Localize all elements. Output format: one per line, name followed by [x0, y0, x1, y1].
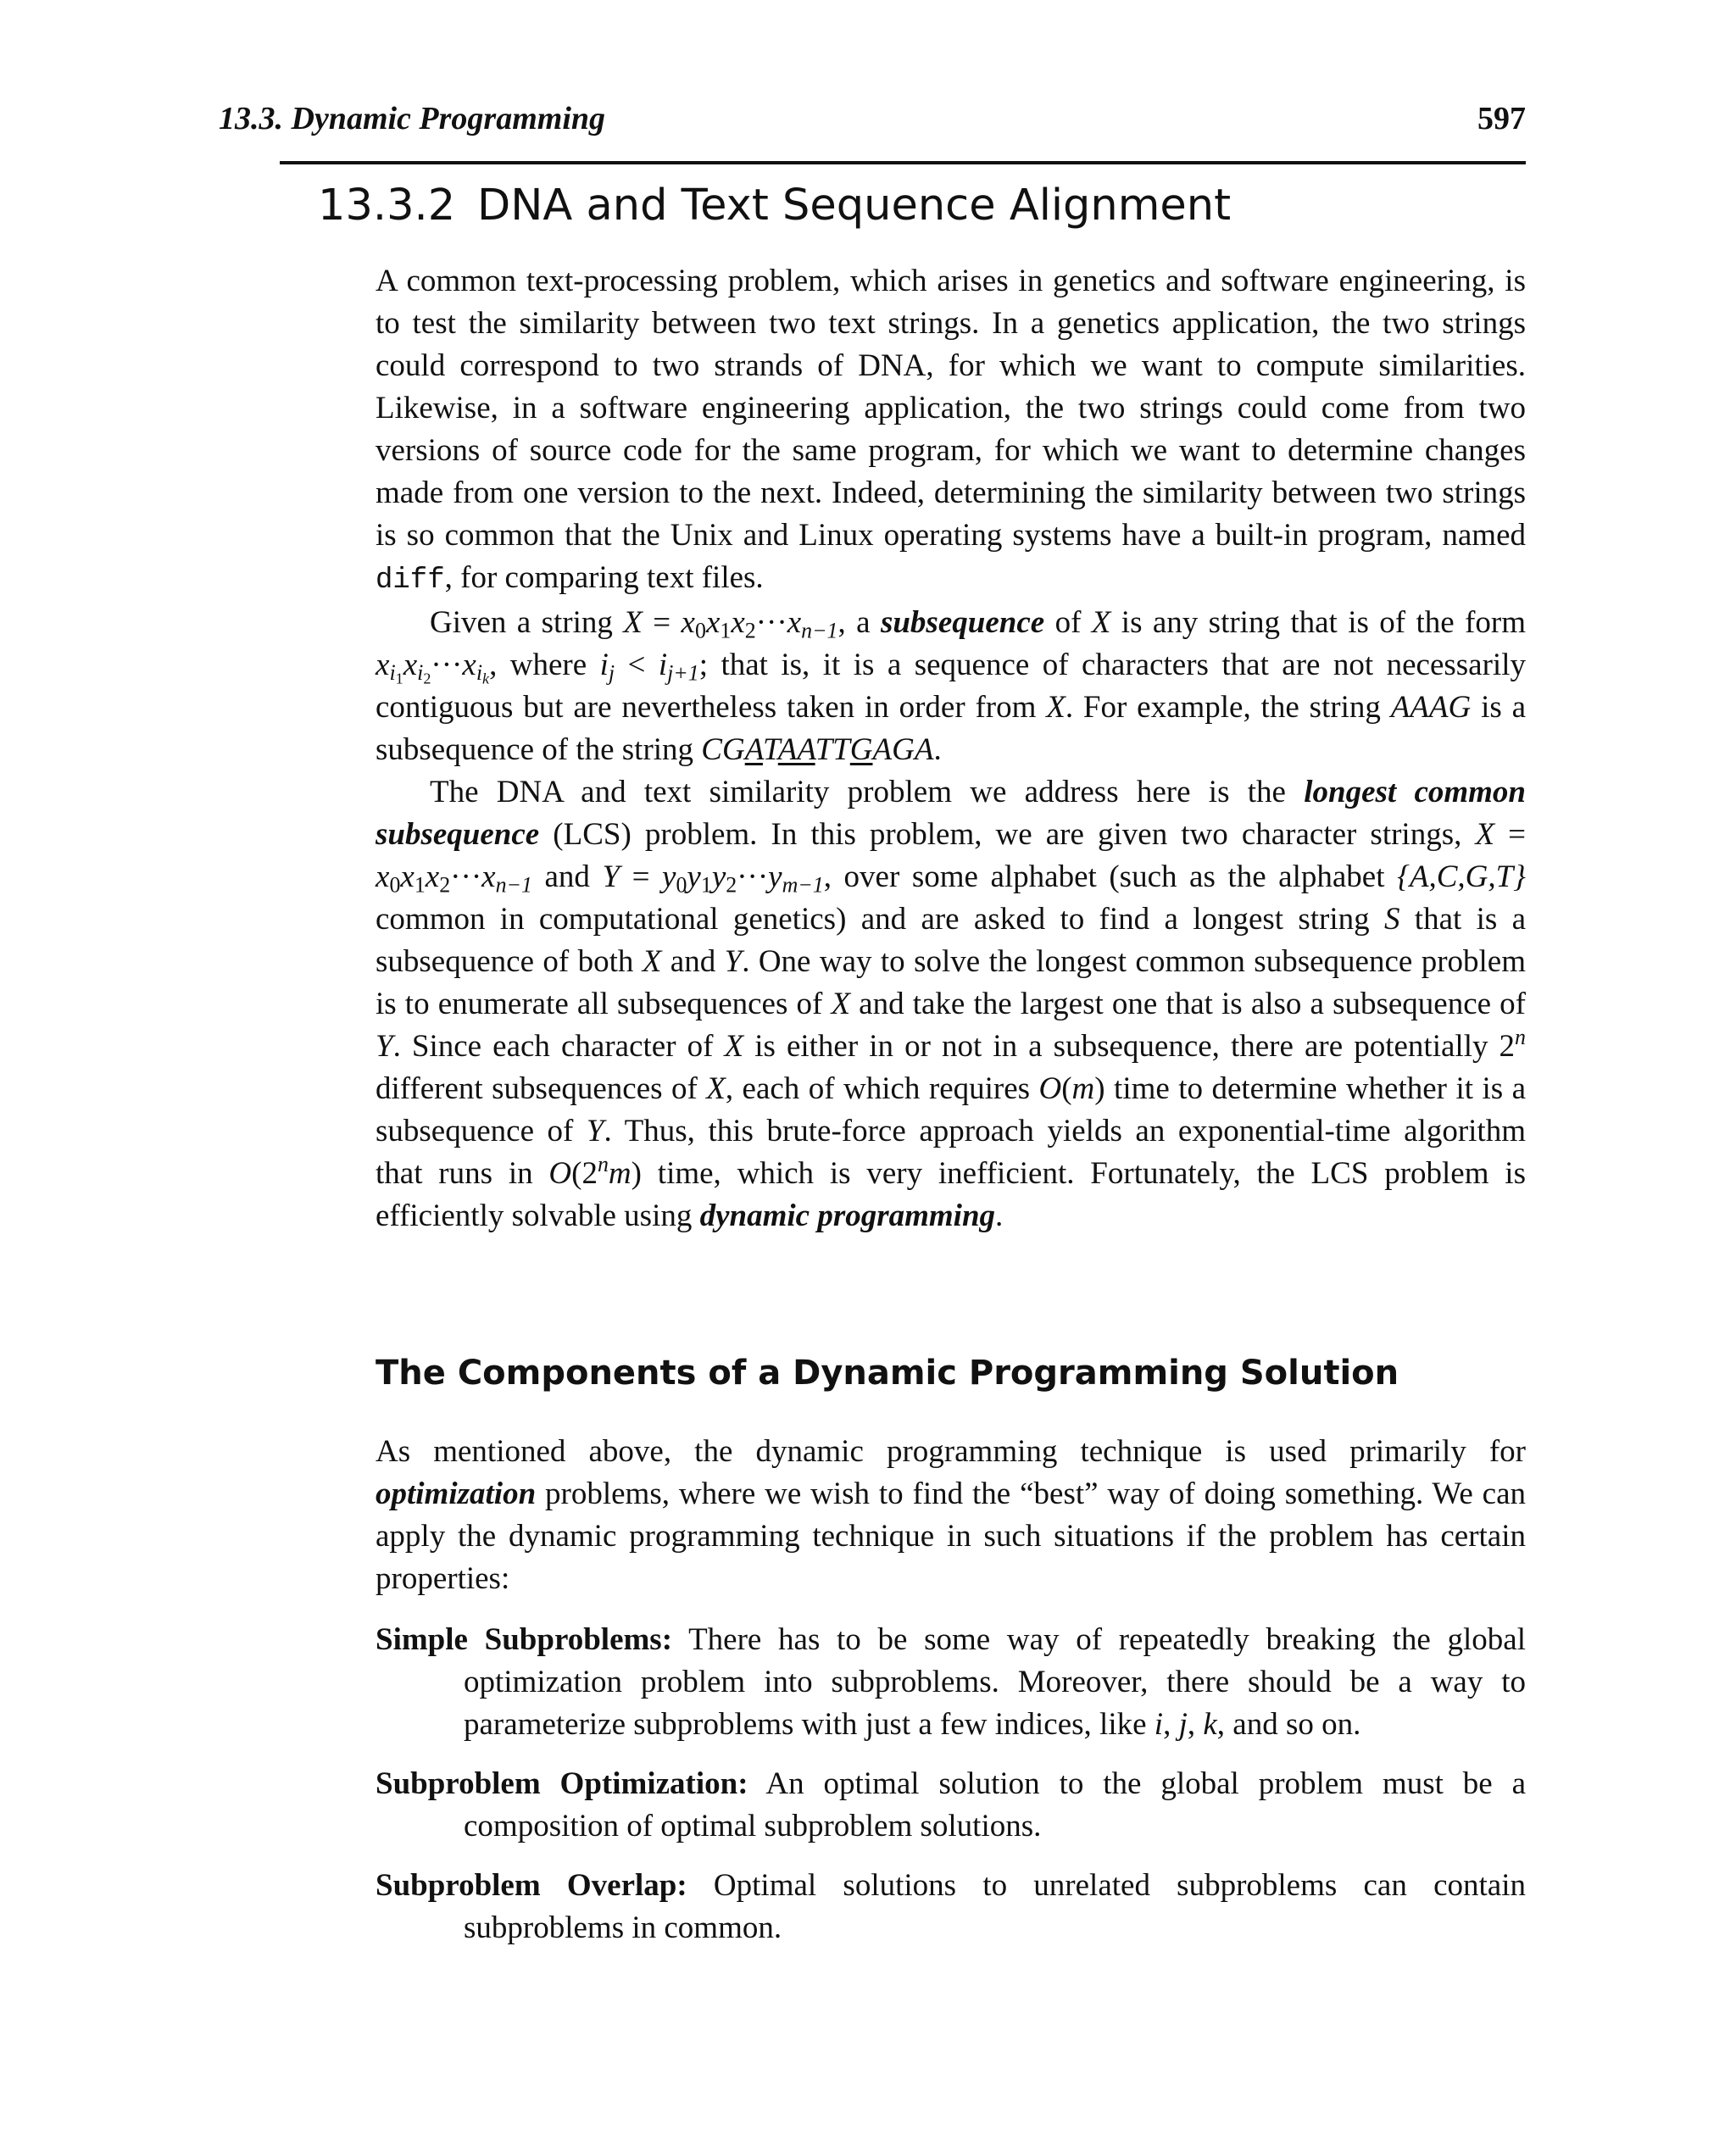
- term-optimization: optimization: [376, 1476, 537, 1511]
- property-subproblem-overlap: Subproblem Overlap: Optimal solutions to unrelated subproblems can contain subproblems in common.: [376, 1868, 1526, 1945]
- diff-command: diff: [376, 564, 445, 597]
- example-string: CGATAATTGAGA: [701, 732, 934, 767]
- example-subsequence: AAAG: [1390, 690, 1472, 725]
- paragraph-4: As mentioned above, the dynamic programming technique is used primarily for optimization problems, where we wish to find the “best” way of doing something. We can apply the dynamic programming technique in such situations if the problem has certain properties:: [376, 1434, 1526, 1596]
- term-dynamic-programming: dynamic programming: [699, 1198, 996, 1233]
- property-simple-subproblems: Simple Subproblems: There has to be some way of repeatedly breaking the global optimization problem into subproblems. Moreover, there should be a way to parameterize subproblems with just a few indices, like i, j, k, and so on.: [376, 1622, 1526, 1742]
- section-title: DNA and Text Sequence Alignment: [477, 181, 1232, 231]
- paragraph-3: The DNA and text similarity problem we address here is the longest common subsequence (LCS) problem. In this problem, we are given two character strings, $X = x_0x_1x_2\cdot\cdot\cdot x_{n-1}$ and $Y = y_0y_1y_2\cdot\cdot\cdot y_{m-1}$, over some alphabet (such as the alphabet {A,C,G,T} common in computational genetics) and are asked to find a longest string S that is a subsequence of both X and Y. One way to solve the longest common subsequence problem is to enumerate all subsequences of X and take the largest one that is also a subsequence of Y. Since each character of X is either in or not in a subsequence, there are potentially 2$^n$ different subsequences of X, each of which requires O(m) time to determine whether it is a subsequence of Y. Thus, this brute-force approach yields an exponential-time algorithm that runs in O(2$^n$m) time, which is very inefficient. Fortunately, the LCS problem is efficiently solvable using dynamic programming.: [376, 775, 1527, 1233]
- property-subproblem-optimization: Subproblem Optimization: An optimal solution to the global problem must be a composition of optimal subproblem solutions.: [376, 1766, 1526, 1843]
- running-header: [219, 100, 1526, 137]
- running-header-title: 13.3. Dynamic Programming: [219, 101, 606, 136]
- alphabet-set: {A,C,G,T}: [1397, 859, 1526, 894]
- components-text: [376, 1431, 1526, 1966]
- subsection-heading: The Components of a Dynamic Programming Solution: [376, 1354, 1399, 1393]
- page-number: 597: [1477, 101, 1526, 136]
- header-rule: [280, 161, 1526, 164]
- section-heading: [318, 178, 1231, 234]
- term-lcs: longest common subsequence: [376, 775, 1526, 852]
- intro-text: [376, 260, 1526, 1237]
- section-number: 13.3.2: [318, 181, 456, 231]
- term-subsequence: subsequence: [880, 605, 1045, 640]
- paragraph-2: Given a string $X = x_0x_1x_2\cdot\cdot\cdot x_{n-1}$, a subsequence of X is any string that is of the form $x_{i_1}x_{i_2}\cdot\cdot\cdot x_{i_k}$, where $i_j < i_{j+1}$; that is, it is a sequence of characters that are not necessarily contiguous but are nevertheless taken in order from X. For example, the string AAAG is a subsequence of the string CGATAATTGAGA.: [376, 605, 1526, 767]
- paragraph-1: A common text-processing problem, which arises in genetics and software engineering, is to test the similarity between two text strings. In a genetics application, the two strings could correspond to two strands of DNA, for which we want to compute similarities. Likewise, in a software engineering application, the two strings could come from two versions of source code for the same program, for which we want to determine changes made from one version to the next. Indeed, determining the similarity between two strings is so common that the Unix and Linux operating systems have a built-in program, named diff, for comparing text files.: [376, 264, 1526, 597]
- property-list: [376, 1619, 1526, 1949]
